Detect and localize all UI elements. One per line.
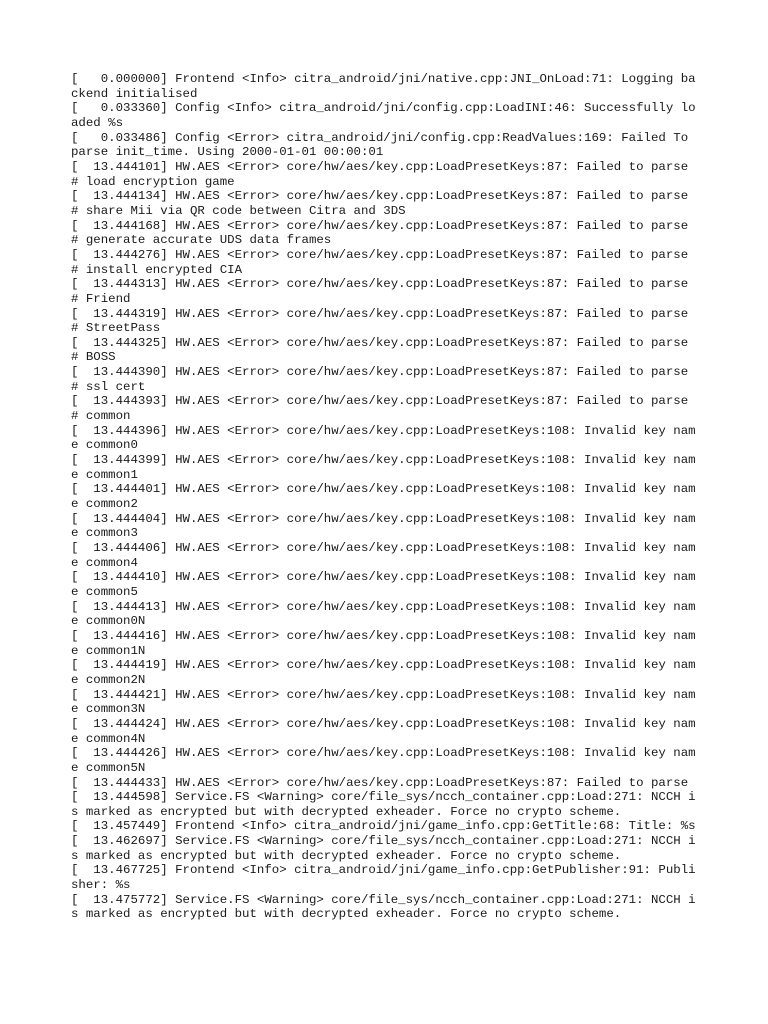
log-line: [ 13.444416] HW.AES <Error> core/hw/aes/key.cpp:LoadPresetKeys:108: Invalid key name common1N [71,628,696,658]
log-line: [ 13.444393] HW.AES <Error> core/hw/aes/key.cpp:LoadPresetKeys:87: Failed to parse # common [71,394,696,424]
log-line: [ 13.444433] HW.AES <Error> core/hw/aes/key.cpp:LoadPresetKeys:87: Failed to parse [71,775,689,790]
log-line: [ 13.444410] HW.AES <Error> core/hw/aes/key.cpp:LoadPresetKeys:108: Invalid key name common5 [71,570,696,599]
log-line: [ 13.444101] HW.AES <Error> core/hw/aes/key.cpp:LoadPresetKeys:87: Failed to parse # load encryption game [71,159,696,189]
log-line: [ 13.444598] Service.FS <Warning> core/file_sys/ncch_container.cpp:Load:271: NCCH is marked as encrypted but with decrypted exheader. Force no crypto scheme. [71,790,696,819]
log-line: [ 13.475772] Service.FS <Warning> core/file_sys/ncch_container.cpp:Load:271: NCCH is marked as encrypted but with decrypted exheader. Force no crypto scheme. [71,892,696,922]
log-line: [ 13.444421] HW.AES <Error> core/hw/aes/key.cpp:LoadPresetKeys:108: Invalid key name common3N [71,687,696,717]
log-line: [ 13.444404] HW.AES <Error> core/hw/aes/key.cpp:LoadPresetKeys:108: Invalid key name common3 [71,511,696,541]
log-line: [ 13.444325] HW.AES <Error> core/hw/aes/key.cpp:LoadPresetKeys:87: Failed to parse # BOSS [71,335,696,365]
log-line: [ 13.444424] HW.AES <Error> core/hw/aes/key.cpp:LoadPresetKeys:108: Invalid key name common4N [71,716,696,746]
log-line: [ 13.444319] HW.AES <Error> core/hw/aes/key.cpp:LoadPresetKeys:87: Failed to parse # StreetPass [71,306,696,336]
log-line: [ 13.444313] HW.AES <Error> core/hw/aes/key.cpp:LoadPresetKeys:87: Failed to parse # Friend [71,277,696,306]
log-line: [ 13.444134] HW.AES <Error> core/hw/aes/key.cpp:LoadPresetKeys:87: Failed to parse # share Mii via QR code between Citra and 3DS [71,189,696,218]
log-line: [ 0.033360] Config <Info> citra_android/jni/config.cpp:LoadINI:46: Successfully loaded %s [71,101,696,130]
log-line: [ 13.444401] HW.AES <Error> core/hw/aes/key.cpp:LoadPresetKeys:108: Invalid key name common2 [71,482,696,512]
log-line: [ 13.444168] HW.AES <Error> core/hw/aes/key.cpp:LoadPresetKeys:87: Failed to parse # generate accurate UDS data frames [71,218,696,248]
log-line: [ 13.444406] HW.AES <Error> core/hw/aes/key.cpp:LoadPresetKeys:108: Invalid key name common4 [71,541,696,570]
log-line: [ 13.457449] Frontend <Info> citra_android/jni/game_info.cpp:GetTitle:68: Title: %s [71,819,696,834]
log-line: [ 13.444419] HW.AES <Error> core/hw/aes/key.cpp:LoadPresetKeys:108: Invalid key name common2N [71,658,696,687]
log-line: [ 13.444399] HW.AES <Error> core/hw/aes/key.cpp:LoadPresetKeys:108: Invalid key name common1 [71,453,696,482]
log-line: [ 13.462697] Service.FS <Warning> core/file_sys/ncch_container.cpp:Load:271: NCCH is marked as encrypted but with decrypted exheader. Force no crypto scheme. [71,834,696,863]
log-line: [ 13.444396] HW.AES <Error> core/hw/aes/key.cpp:LoadPresetKeys:108: Invalid key name common0 [71,423,696,453]
log-line: [ 13.444413] HW.AES <Error> core/hw/aes/key.cpp:LoadPresetKeys:108: Invalid key name common0N [71,599,696,629]
log-line: [ 13.467725] Frontend <Info> citra_android/jni/game_info.cpp:GetPublisher:91: Publisher: %s [71,863,696,893]
log-line: [ 0.000000] Frontend <Info> citra_android/jni/native.cpp:JNI_OnLoad:71: Logging backend initialised [71,72,696,101]
log-line: [ 0.033486] Config <Error> citra_android/jni/config.cpp:ReadValues:169: Failed To parse init_time. Using 2000-01-01 00:00:01 [71,130,696,160]
log-document [71,72,701,922]
log-line: [ 13.444276] HW.AES <Error> core/hw/aes/key.cpp:LoadPresetKeys:87: Failed to parse # install encrypted CIA [71,247,696,277]
log-line: [ 13.444426] HW.AES <Error> core/hw/aes/key.cpp:LoadPresetKeys:108: Invalid key name common5N [71,746,696,775]
log-line: [ 13.444390] HW.AES <Error> core/hw/aes/key.cpp:LoadPresetKeys:87: Failed to parse # ssl cert [71,365,696,394]
